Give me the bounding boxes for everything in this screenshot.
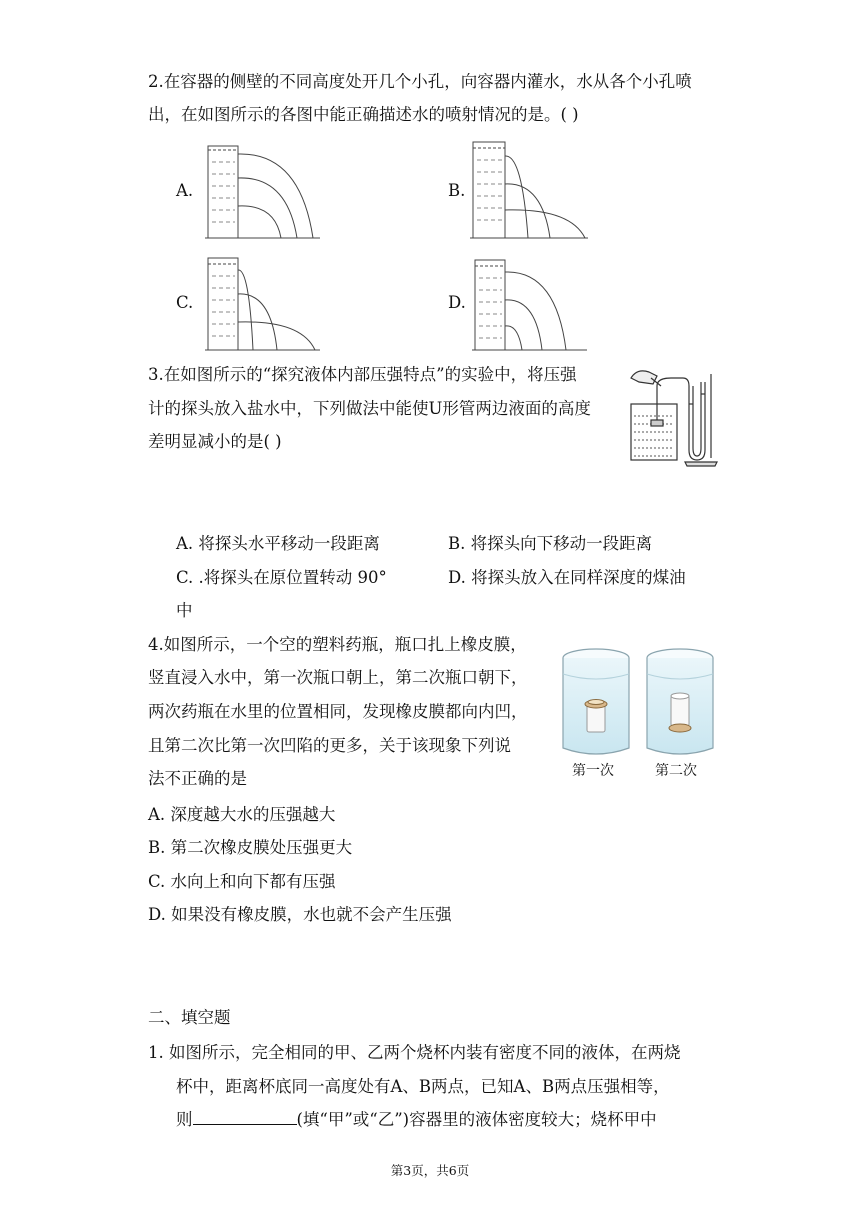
- q3-option-a: A. 将探头水平移动一段距离: [176, 534, 380, 553]
- q3-text-line2: 计的探头放入盐水中，下列做法中能使U形管两边液面的高度: [148, 399, 591, 418]
- beaker-second: [647, 649, 713, 754]
- q4-text-line4: 且第二次比第一次凹陷的更多，关于该现象下列说: [148, 736, 511, 755]
- q4-text-line3: 两次药瓶在水里的位置相同，发现橡皮膜都向内凹，: [148, 702, 528, 721]
- q2-figure-d: [472, 256, 590, 354]
- q3-text-line1: 3.在如图所示的“探究液体内部压强特点”的实验中，将压强: [148, 365, 577, 384]
- q2-option-b-label: B.: [448, 181, 466, 200]
- q4-text-line5: 法不正确的是: [148, 769, 247, 788]
- q4-option-a: A. 深度越大水的压强越大: [148, 805, 336, 824]
- q3-pressure-gauge-figure: [627, 364, 719, 468]
- section2-q1-line3-suffix: (填“甲”或“乙”)容器里的液体密度较大；烧杯甲中: [296, 1110, 657, 1129]
- page-footer: 第3页，共6页: [390, 1163, 470, 1178]
- q3-option-b: B. 将探头向下移动一段距离: [448, 534, 653, 553]
- q2-text-line2: 出，在如图所示的各图中能正确描述水的喷射情况的是。( ): [148, 105, 579, 124]
- q4-option-d: D. 如果没有橡皮膜，水也就不会产生压强: [148, 905, 452, 924]
- q3-option-d-continued: 中: [176, 601, 193, 620]
- q4-text-line2: 竖直浸入水中，第一次瓶口朝上，第二次瓶口朝下，: [148, 668, 528, 687]
- q4-option-c: C. 水向上和向下都有压强: [148, 872, 336, 891]
- section2-heading: 二、填空题: [148, 1008, 231, 1027]
- q4-text-line1: 4.如图所示，一个空的塑料药瓶，瓶口扎上橡皮膜，: [148, 635, 527, 654]
- q4-figure-label-first: 第一次: [572, 763, 614, 779]
- q4-option-b: B. 第二次橡皮膜处压强更大: [148, 838, 353, 857]
- answer-blank[interactable]: [193, 1110, 297, 1125]
- section2-q1-line3: [176, 1109, 657, 1131]
- beaker-first: [563, 649, 629, 754]
- section2-q1-line1: 1. 如图所示，完全相同的甲、乙两个烧杯内装有密度不同的液体，在两烧: [148, 1043, 681, 1062]
- q2-text-line1: 2.在容器的侧壁的不同高度处开几个小孔，向容器内灌水，水从各个小孔喷: [148, 72, 692, 91]
- q2-figure-a: [205, 142, 323, 242]
- q2-figure-c: [205, 254, 323, 354]
- q3-option-c: C. .将探头在原位置转动 90°: [176, 568, 387, 587]
- q2-option-c-label: C.: [176, 293, 194, 312]
- q2-figure-b: [470, 138, 590, 242]
- q3-text-line3: 差明显减小的是( ): [148, 432, 282, 451]
- q2-option-d-label: D.: [448, 293, 466, 312]
- q2-option-a-label: A.: [176, 181, 194, 200]
- section2-q1-line2: 杯中，距离杯底同一高度处有A、B两点，已知A、B两点压强相等，: [176, 1077, 670, 1096]
- q3-option-d: D. 将探头放入在同样深度的煤油: [448, 568, 686, 587]
- section2-q1-line3-prefix: 则: [176, 1110, 193, 1129]
- q4-figure-label-second: 第二次: [655, 763, 697, 779]
